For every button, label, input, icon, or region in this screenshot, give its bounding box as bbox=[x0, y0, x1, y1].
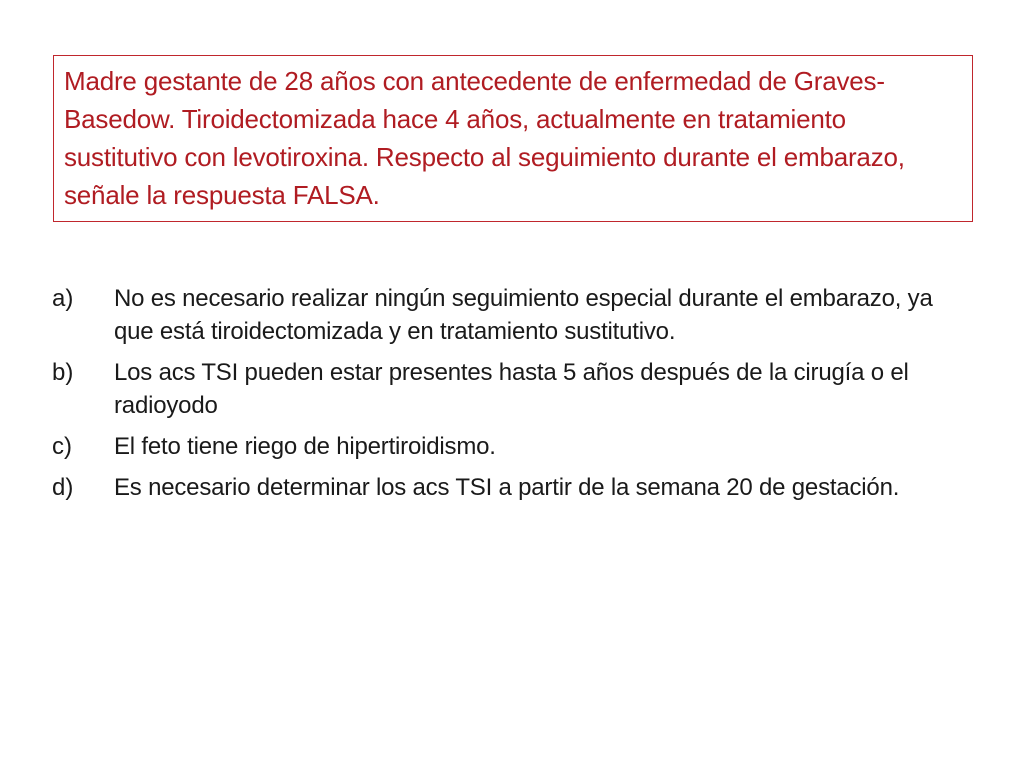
option-text: Los acs TSI pueden estar presentes hasta 5 años después de la cirugía o el radioyodo bbox=[114, 359, 909, 419]
question-box bbox=[53, 55, 973, 222]
option-letter: c) bbox=[52, 433, 72, 460]
option-a bbox=[52, 282, 952, 348]
option-c bbox=[52, 430, 952, 463]
option-text: El feto tiene riego de hipertiroidismo. bbox=[114, 433, 496, 460]
option-letter: b) bbox=[52, 359, 74, 386]
option-letter: d) bbox=[52, 474, 74, 501]
option-letter: a) bbox=[52, 285, 74, 312]
option-text: No es necesario realizar ningún seguimiento especial durante el embarazo, ya que está tiroidectomizada y en tratamiento sustitutivo. bbox=[114, 285, 933, 345]
question-text: Madre gestante de 28 años con antecedente de enfermedad de Graves-Basedow. Tiroidectomizada hace 4 años, actualmente en tratamiento sustitutivo con levotiroxina. Respecto al seguimiento durante el embarazo, señale la respuesta FALSA. bbox=[64, 66, 905, 210]
option-text: Es necesario determinar los acs TSI a partir de la semana 20 de gestación. bbox=[114, 474, 900, 501]
answer-options bbox=[52, 282, 952, 512]
option-d bbox=[52, 471, 952, 504]
option-b bbox=[52, 356, 952, 422]
